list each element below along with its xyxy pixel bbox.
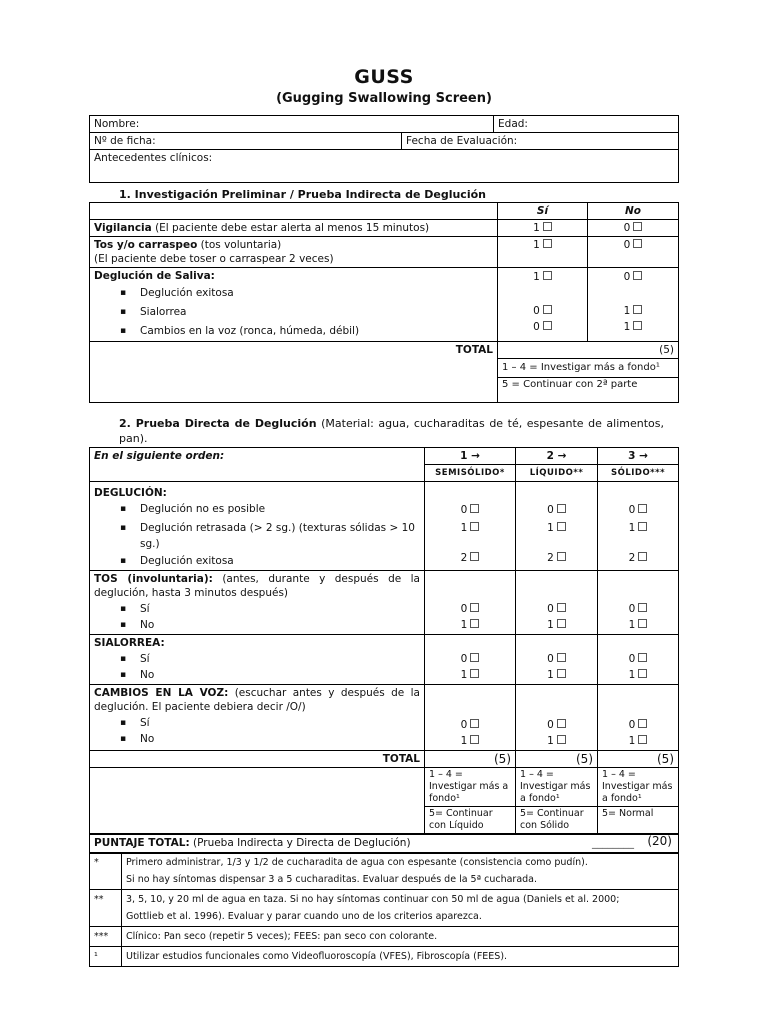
grand-total-max: (20) <box>647 834 672 848</box>
score: 2 <box>460 552 468 564</box>
checkbox-icon[interactable] <box>633 239 642 248</box>
checkbox-icon[interactable] <box>543 321 552 330</box>
score: 0 <box>547 504 554 516</box>
saliva-row <box>90 268 679 342</box>
interp-high: 5= Continuar con Sólido <box>516 807 598 834</box>
interp-high: 5= Normal <box>598 807 679 834</box>
col-semisolid: SEMISÓLIDO* <box>425 465 516 482</box>
checkbox-icon[interactable] <box>557 735 566 744</box>
score: 2 <box>628 552 636 564</box>
checkbox-icon[interactable] <box>633 222 642 231</box>
section2-interp-row-low <box>90 768 679 807</box>
name-field[interactable] <box>90 116 494 133</box>
score: 1 <box>547 669 554 681</box>
checkbox-icon[interactable] <box>557 669 566 678</box>
col-no-header: No <box>588 203 679 220</box>
section2-total-semisolid[interactable]: (5) <box>425 751 516 768</box>
record-label: Nº de ficha: <box>94 135 156 147</box>
checkbox-icon[interactable] <box>638 619 647 628</box>
section1-total-row <box>90 342 679 403</box>
checkbox-icon[interactable] <box>470 552 479 561</box>
tos-label: TOS (involuntaria): <box>94 573 213 585</box>
checkbox-icon[interactable] <box>470 653 479 662</box>
section1-title: 1. Investigación Preliminar / Prueba Indirecta de Deglución <box>119 188 486 201</box>
checkbox-icon[interactable] <box>638 522 647 531</box>
score: 1 <box>460 669 468 681</box>
saliva-no-score: 1 <box>623 305 631 317</box>
vigilance-yes-score: 1 <box>533 222 540 234</box>
footnote-mark: ** <box>90 890 122 927</box>
age-label: Edad: <box>498 118 528 130</box>
score: 0 <box>460 603 468 615</box>
checkbox-icon[interactable] <box>638 603 647 612</box>
checkbox-icon[interactable] <box>543 271 552 280</box>
sialorrea-row <box>90 635 679 685</box>
patient-info-table <box>89 115 679 183</box>
section2-total-row <box>90 751 679 768</box>
checkbox-icon[interactable] <box>557 719 566 728</box>
col-yes-header: Sí <box>498 203 588 220</box>
col-step-3: 3 → <box>598 448 679 465</box>
grand-total-note: (Prueba Indirecta y Directa de Deglución) <box>189 837 411 849</box>
col-step-1: 1 → <box>425 448 516 465</box>
footnote-text: Clínico: Pan seco (repetir 5 veces); FEES: pan seco con colorante. <box>122 927 679 947</box>
footnote-row <box>90 890 679 927</box>
section2-title-bold: 2. Prueba Directa de Deglución <box>119 417 317 430</box>
checkbox-icon[interactable] <box>638 653 647 662</box>
footnote-text: Si no hay síntomas dispensar 3 a 5 cucharaditas. Evaluar después de la 5ª cucharada. <box>126 874 538 885</box>
score: 0 <box>547 603 554 615</box>
checkbox-icon[interactable] <box>633 271 642 280</box>
eval-date-field[interactable] <box>402 133 679 150</box>
footnotes-table <box>89 852 679 967</box>
score: 1 <box>628 735 636 747</box>
history-field[interactable] <box>90 150 679 183</box>
checkbox-icon[interactable] <box>557 619 566 628</box>
checkbox-icon[interactable] <box>470 619 479 628</box>
name-label: Nombre: <box>94 118 140 130</box>
vigilance-row <box>90 220 679 237</box>
deglucion-item: ▪ Deglución exitosa <box>120 553 420 569</box>
score: 0 <box>628 603 636 615</box>
checkbox-icon[interactable] <box>557 522 566 531</box>
cough-note: (tos voluntaria) <box>197 239 282 251</box>
saliva-item: ▪ Deglución exitosa <box>120 284 493 302</box>
interp-low: 1 – 4 = Investigar más a fondo¹ <box>516 768 598 807</box>
score: 1 <box>628 619 636 631</box>
checkbox-icon[interactable] <box>557 603 566 612</box>
footnote-mark: * <box>90 853 122 890</box>
sialorrea-item: ▪ No <box>120 667 420 683</box>
interp-low: 1 – 4 = Investigar más a fondo¹ <box>598 768 679 807</box>
score: 1 <box>460 619 468 631</box>
voz-label: CAMBIOS EN LA VOZ: <box>94 687 229 699</box>
tos-item: ▪ No <box>120 617 420 633</box>
checkbox-icon[interactable] <box>470 504 479 513</box>
score: 1 <box>460 522 468 534</box>
col-solid: SÓLIDO*** <box>598 465 679 482</box>
voz-item: ▪ Sí <box>120 715 420 731</box>
grand-total-blank[interactable]: ________ <box>592 837 634 849</box>
checkbox-icon[interactable] <box>543 222 552 231</box>
score: 0 <box>628 504 636 516</box>
checkbox-icon[interactable] <box>557 552 566 561</box>
footnote-mark: *** <box>90 927 122 947</box>
saliva-no-score: 1 <box>623 321 631 333</box>
grand-total-table <box>89 834 679 854</box>
order-label: En el siguiente orden: <box>90 448 425 482</box>
vigilance-label: Vigilancia <box>94 222 152 234</box>
checkbox-icon[interactable] <box>470 719 479 728</box>
score: 1 <box>547 735 554 747</box>
footnote-text: Gottlieb et al. 1996). Evaluar y parar cuando uno de los criterios aparezca. <box>126 911 482 922</box>
checkbox-icon[interactable] <box>557 504 566 513</box>
interp-high: 5= Continuar con Líquido <box>425 807 516 834</box>
score: 0 <box>547 719 554 731</box>
cough-row <box>90 237 679 268</box>
vigilance-no-score: 0 <box>623 222 631 234</box>
section2-title <box>119 416 664 446</box>
score: 1 <box>547 619 554 631</box>
tos-row <box>90 571 679 635</box>
saliva-item: ▪ Cambios en la voz (ronca, húmeda, débil) <box>120 322 493 340</box>
section2-table <box>89 447 679 834</box>
footnote-text: Primero administrar, 1/3 y 1/2 de cucharadita de agua con espesante (consistencia como pudín). <box>126 857 588 868</box>
section2-total-liquid[interactable]: (5) <box>516 751 598 768</box>
checkbox-icon[interactable] <box>470 522 479 531</box>
cough-yes-score: 1 <box>533 239 540 251</box>
deglucion-row <box>90 482 679 571</box>
footnote-text: Utilizar estudios funcionales como Videofluoroscopía (VFES), Fibroscopía (FEES). <box>122 947 679 967</box>
grand-total-row <box>90 835 679 854</box>
footnote-text: 3, 5, 10, y 20 ml de agua en taza. Si no hay síntomas continuar con 50 ml de agua (Daniels et al. 2000; <box>126 894 620 905</box>
sialorrea-item: ▪ Sí <box>120 651 420 667</box>
age-field[interactable] <box>494 116 679 133</box>
section1-total-max[interactable]: (5) <box>498 342 678 359</box>
score: 1 <box>547 522 554 534</box>
score: 0 <box>628 653 636 665</box>
section1-total-label: TOTAL <box>90 342 498 403</box>
score: 0 <box>460 719 468 731</box>
tos-note: (antes, durante y después de la deglución, hasta 3 minutos después) <box>94 573 420 599</box>
cough-no-score: 0 <box>623 239 631 251</box>
cough-note2: (El paciente debe toser o carraspear 2 veces) <box>94 253 334 265</box>
score: 2 <box>547 552 554 564</box>
footnote-mark: ¹ <box>90 947 122 967</box>
checkbox-icon[interactable] <box>557 653 566 662</box>
score: 1 <box>628 522 636 534</box>
interp-low: 1 – 4 = Investigar más a fondo¹ <box>425 768 516 807</box>
deglucion-label: DEGLUCIÓN: <box>94 487 167 499</box>
col-step-2: 2 → <box>516 448 598 465</box>
section1-table <box>89 202 679 403</box>
checkbox-icon[interactable] <box>470 669 479 678</box>
section1-interp-high: 5 = Continuar con 2ª parte <box>502 379 638 390</box>
vigilance-note: (El paciente debe estar alerta al menos 15 minutos) <box>151 222 430 234</box>
tos-item: ▪ Sí <box>120 601 420 617</box>
score: 0 <box>460 504 468 516</box>
score: 1 <box>460 735 468 747</box>
section1-interp-low: 1 – 4 = Investigar más a fondo¹ <box>498 359 678 378</box>
score: 0 <box>628 719 636 731</box>
checkbox-icon[interactable] <box>543 239 552 248</box>
eval-date-label: Fecha de Evaluación: <box>406 135 518 147</box>
saliva-item: ▪ Sialorrea <box>120 302 493 322</box>
history-label: Antecedentes clínicos: <box>94 152 213 164</box>
section2-total-solid[interactable]: (5) <box>598 751 679 768</box>
saliva-yes-score: 0 <box>533 321 540 333</box>
checkbox-icon[interactable] <box>470 603 479 612</box>
voz-row <box>90 685 679 751</box>
section2-title-note: (Material: agua, cucharaditas de té, espesante de alimentos, pan). <box>119 417 665 445</box>
score: 1 <box>628 669 636 681</box>
checkbox-icon[interactable] <box>470 735 479 744</box>
section2-total-label: TOTAL <box>90 751 425 768</box>
col-liquid: LÍQUIDO** <box>516 465 598 482</box>
saliva-yes-score: 0 <box>533 305 540 317</box>
voz-item: ▪ No <box>120 731 420 747</box>
checkbox-icon[interactable] <box>638 735 647 744</box>
footnote-row <box>90 927 679 947</box>
record-field[interactable] <box>90 133 402 150</box>
checkbox-icon[interactable] <box>633 305 642 314</box>
grand-total-label: PUNTAJE TOTAL: <box>94 837 190 849</box>
checkbox-icon[interactable] <box>638 719 647 728</box>
checkbox-icon[interactable] <box>633 321 642 330</box>
form-subtitle: (Gugging Swallowing Screen) <box>276 91 492 106</box>
checkbox-icon[interactable] <box>638 552 647 561</box>
checkbox-icon[interactable] <box>543 305 552 314</box>
form-title: GUSS <box>354 66 414 88</box>
deglucion-item: ▪ Deglución no es posible <box>120 501 420 517</box>
footnote-row <box>90 947 679 967</box>
score: 0 <box>460 653 468 665</box>
footnote-row <box>90 853 679 890</box>
saliva-yes-score: 1 <box>533 271 540 283</box>
checkbox-icon[interactable] <box>638 504 647 513</box>
sialorrea-label: SIALORREA: <box>94 637 165 649</box>
saliva-label: Deglución de Saliva: <box>94 270 215 282</box>
saliva-no-score: 0 <box>623 271 631 283</box>
checkbox-icon[interactable] <box>638 669 647 678</box>
score: 0 <box>547 653 554 665</box>
voz-note: (escuchar antes y después de la deglución. El paciente debiera decir /O/) <box>94 687 420 713</box>
deglucion-item: ▪ Deglución retrasada (> 2 sg.) (texturas sólidas > 10 sg.) <box>120 520 420 552</box>
cough-label: Tos y/o carraspeo <box>94 239 198 251</box>
